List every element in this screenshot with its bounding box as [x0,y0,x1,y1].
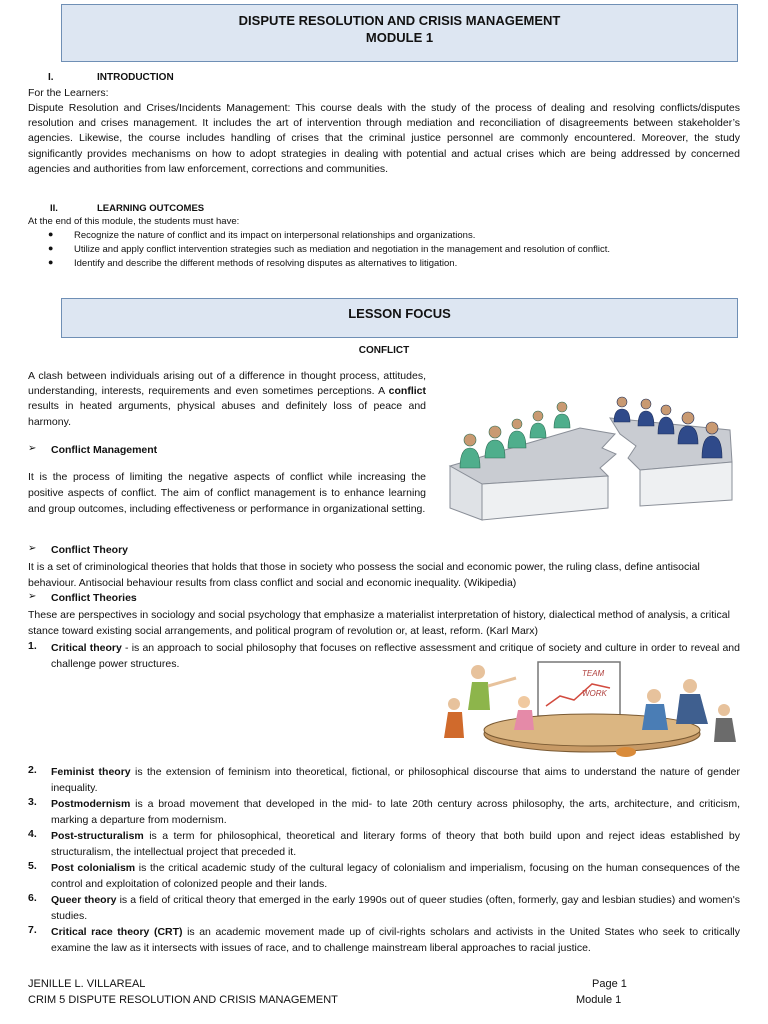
list-number: 6. [28,892,37,904]
theory-item: Critical race theory (CRT) is an academic movement made up of civil-rights scholars and activists in the United States who seek to critically examine the law as it intersects with issues of race, and to challenge mainstream liberal approaches to racial justice. [51,926,740,954]
bullet-dot-icon: ● [48,243,54,253]
arrow-bullet-icon: ➢ [28,543,37,554]
list-number: 4. [28,828,37,840]
theory-item: Critical theory - is an approach to social philosophy that focuses on reflective assessment and critique of society and culture in order to reveal and challenge power structures. [51,642,740,670]
footer-page: Page 1 [592,978,627,990]
module-label: MODULE 1 [365,30,434,45]
outcome-item: Utilize and apply conflict intervention strategies such as mediation and negotiation in the management and resolution of conflict. [74,244,611,255]
conflict-theory-heading: Conflict Theory [51,544,129,556]
outcome-item: Recognize the nature of conflict and its impact on interpersonal relationships and organizations. [74,230,476,241]
outcomes-heading: LEARNING OUTCOMES [97,203,205,214]
footer-module: Module 1 [576,994,622,1006]
theory-item: Post-structuralism is a term for philosophical, theoretical and literary forms of theory that both build upon and reject ideas established by structuralism, the intellectual project that preceded it. [51,830,740,858]
conflict-management-heading: Conflict Management [51,444,158,456]
document-title: DISPUTE RESOLUTION AND CRISIS MANAGEMENT [238,13,561,28]
footer-course: CRIM 5 DISPUTE RESOLUTION AND CRISIS MANAGEMENT [28,994,338,1006]
theory-item: Post colonialism is the critical academic study of the cultural legacy of colonialism and imperialism, focusing on the human consequences of the control and exploitation of colonized people and their lands. [51,862,741,890]
outcome-item: Identify and describe the different methods of resolving disputes as alternatives to litigation. [74,258,458,269]
for-learners-label: For the Learners: [28,87,109,99]
list-number: 7. [28,924,37,936]
conflict-theories-heading: Conflict Theories [51,592,137,604]
lesson-focus-title: LESSON FOCUS [348,306,451,321]
conflict-subtitle: CONFLICT [358,345,410,356]
intro-paragraph: Dispute Resolution and Crises/Incidents Management: This course deals with the study of the process of dealing and resolving conflicts/disputes resolution and crises management. It includes the art of intervention through mediation and reconciliation of disagreements between stakeholder’s agencies. Likewise, the course includes handling of crises that the criminal justice personnel are commonly encountered. Moreover, the study significantly provides mechanisms on how to adopt strategies in dealing with potential and actual crises which are being addressed by concerned agencies and authorities from law enforcement, corrections and communities. [28,102,740,175]
conflict-management-text: It is the process of limiting the negative aspects of conflict while increasing the positive aspects of conflict. The aim of conflict management is to enhance learning and group outcomes, including effectiveness or performance in organizational setting. [28,471,426,516]
conflict-theories-text: These are perspectives in sociology and social psychology that emphasize a materialist interpretation of history, dialectical method of analysis, a critical stance toward existing social arrangements, and political program of revolution or, at least, reform. (Karl Marx) [28,609,730,637]
list-number: 3. [28,796,37,808]
conflict-meeting-illustration [440,388,740,524]
theory-item: Queer theory is a field of critical theory that emerged in the early 1990s out of queer studies (often, formerly, gay and lesbian studies) and women's studies. [51,894,741,922]
theory-item: Feminist theory is the extension of feminism into theoretical, fictional, or philosophical discourse that aims to understand the nature of gender inequality. [51,766,740,794]
outcomes-numeral: II. [50,203,58,214]
intro-numeral: I. [48,72,54,83]
list-number: 1. [28,640,37,652]
document-title-box [61,4,738,62]
whiteboard-text-team: TEAM [582,669,605,678]
theory-item: Postmodernism is a broad movement that developed in the mid- to late 20th century across philosophy, the arts, architecture, and criticism, marking a departure from modernism. [51,798,740,826]
arrow-bullet-icon: ➢ [28,443,37,454]
conflict-definition: A clash between individuals arising out of a difference in thought process, attitudes, understanding, interests, requirements and even sometimes perceptions. A conflict results in heated arguments, physical abuses and definitely loss of peace and harmony. [28,370,426,428]
bullet-dot-icon: ● [48,229,54,239]
arrow-bullet-icon: ➢ [28,591,37,602]
intro-heading: INTRODUCTION [97,72,174,83]
footer-author: JENILLE L. VILLAREAL [28,978,146,990]
whiteboard-text-work: WORK [582,689,607,698]
list-number: 2. [28,764,37,776]
list-number: 5. [28,860,37,872]
lesson-focus-box [61,298,738,338]
conflict-theory-text: It is a set of criminological theories that holds that those in society who possess the social and economic power, the ruling class, define antisocial behaviour. Antisocial behaviour results from class conflict and social and economic inequality. (Wikipedia) [28,561,700,589]
teamwork-illustration [432,660,744,760]
outcomes-lead: At the end of this module, the students must have: [28,216,240,227]
bullet-dot-icon: ● [48,257,54,267]
